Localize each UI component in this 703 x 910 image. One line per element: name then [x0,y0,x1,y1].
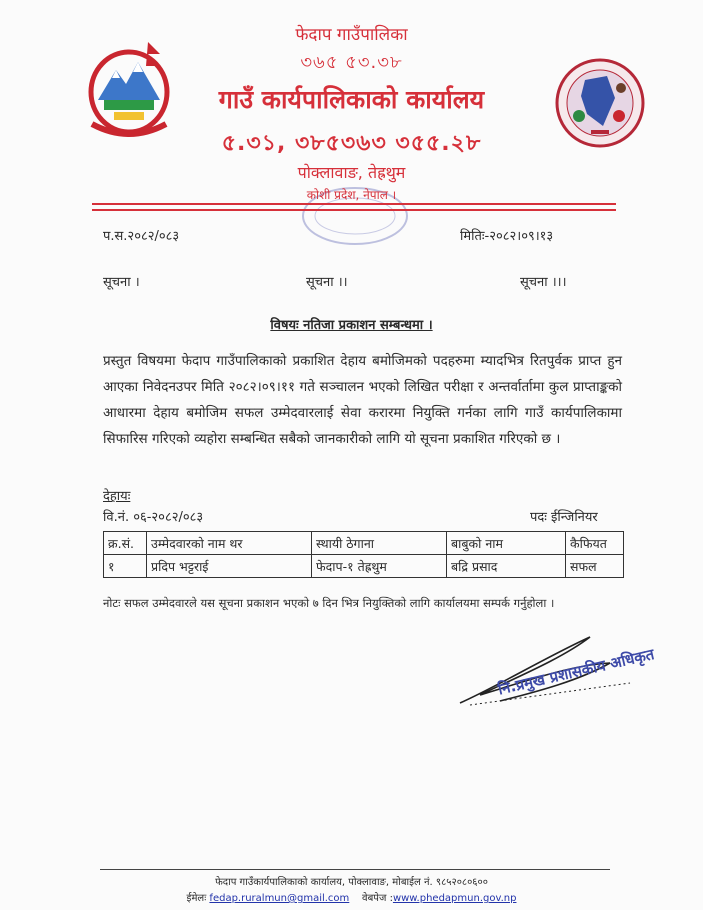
table-header: बाबुको नाम [447,532,566,555]
vacancy-number: वि.नं. ०६-२०८२/०८३ [103,510,204,525]
notice-label-2: सूचना ।। [306,275,348,290]
body-paragraph: प्रस्तुत विषयमा फेदाप गाउँपालिकाको प्रकाशित देहाय बमोजिमको पदहरुमा म्यादभित्र रितपुर्वक प्राप्त हुन आएका निवेदनउपर मिति २०८२।०९।११ गते सञ्चालन भएको लिखित परीक्षा र अन्तर्वार्तामा कुल प्राप्ताङ्कको आधारमा देहाय बमोजिम सफल उम्मेदवारलाई सेवा करारमा नियुक्ति गर्नका लागि गाउँ कार्यपालिकामा सिफारिस गरिएको व्यहोरा सम्बन्धित सबैको जानकारीको लागि यो सूचना प्रकाशित गरिएको छ । [103,353,622,447]
note-text: नोटः सफल उम्मेदवारले यस सूचना प्रकाशन भएको ७ दिन भित्र नियुक्तिको लागि कार्यालयमा सम्पर्क गर्नुहोला । [103,596,555,610]
table-cell: सफल [566,555,624,578]
table-header: क्र.सं. [104,532,147,555]
table-cell: १ [104,555,147,578]
table-header-row [104,532,624,555]
footer-rule [100,869,610,870]
table-header: कैफियत [566,532,624,555]
website-link[interactable]: www.phedapmun.gov.np [392,893,517,904]
table-cell: प्रदिप भट्टराई [147,555,312,578]
table-cell: फेदाप-१ तेह्रथुम [312,555,447,578]
subject-line: विषयः नतिजा प्रकाशन सम्बन्धमा । [270,318,433,333]
footer-contact [0,890,703,904]
reference-number: प.स.२०८२/०८३ [103,229,180,244]
table-header: उम्मेदवारको नाम थर [147,532,312,555]
notice-label-3: सूचना ।।। [520,275,567,290]
municipality-name: फेदाप गाउँपालिका [295,25,408,45]
header-rule-bottom [92,209,616,211]
letter-date: मितिः-२०८२।०९।१३ [460,229,554,244]
email-label: ईमेलः [186,893,207,904]
script-office-title: ৫.৩১, ৩৮৫৩৬৩ ৩৫৫.২৮ [221,131,482,156]
web-label: वेबपेज : [362,893,393,904]
province-line: कोशी प्रदेश, नेपाल । [306,188,397,202]
footer-address: फेदाप गाउँकार्यपालिकाको कार्यालय, पोक्लावाङ, मोबाईल नं. ९८५२०८०६०० [215,877,488,888]
dehay-label: देहायः [103,489,131,504]
post-label: पदः ईन्जिनियर [530,510,598,525]
result-table [103,531,624,578]
header-rule-top [92,203,616,205]
table-row [104,555,624,578]
email-link[interactable]: fedap.ruralmun@gmail.com [209,893,350,904]
office-title: गाउँ कार्यपालिकाको कार्यालय [218,85,485,114]
table-header: स्थायी ठेगाना [312,532,447,555]
script-name: ৩৬৫ ৫৩.৩৮ [300,52,403,73]
signatory-title: नि.प्रमुख प्रशासकीय अधिकृत [496,645,656,699]
notice-label-1: सूचना । [103,275,140,290]
table-cell: बद्रि प्रसाद [447,555,566,578]
office-location: पोक्लावाङ, तेह्रथुम [297,163,406,182]
